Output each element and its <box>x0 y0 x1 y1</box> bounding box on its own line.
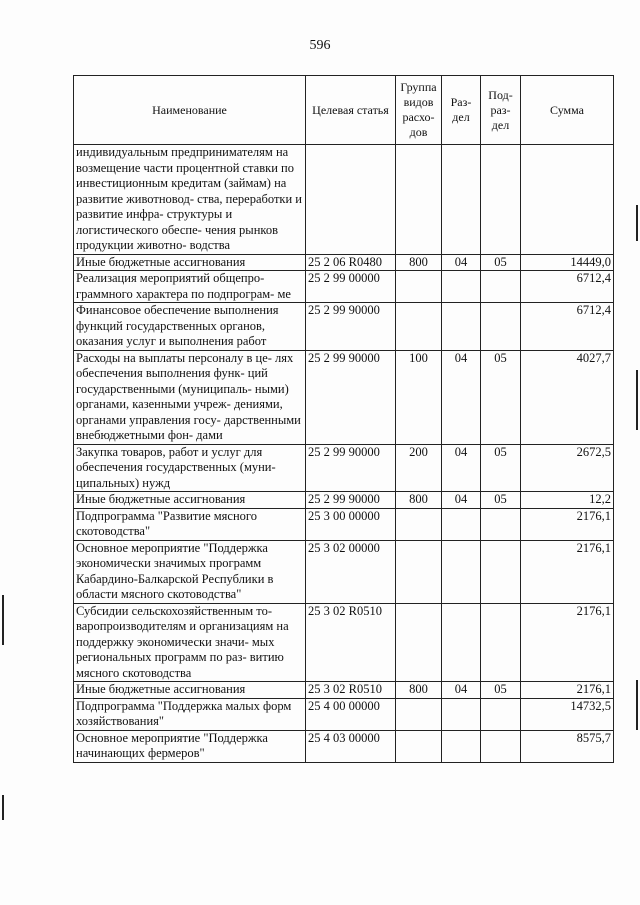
row-group <box>396 603 442 682</box>
row-code: 25 2 99 90000 <box>306 444 396 492</box>
scan-edge-mark <box>2 595 4 645</box>
row-subsection: 05 <box>481 350 521 444</box>
row-name: Основное мероприятие "Поддержка экономически значимых программ Кабардино-Балкарской Республики в области мясного скотоводства" <box>74 540 306 603</box>
row-code: 25 3 02 R0510 <box>306 682 396 699</box>
row-sum: 12,2 <box>521 492 614 509</box>
row-code: 25 2 06 R0480 <box>306 254 396 271</box>
table-row <box>74 254 614 271</box>
row-code: 25 2 99 00000 <box>306 271 396 303</box>
row-subsection <box>481 730 521 762</box>
row-sum: 8575,7 <box>521 730 614 762</box>
row-subsection <box>481 303 521 351</box>
table-row <box>74 698 614 730</box>
row-name: Расходы на выплаты персоналу в це- лях обеспечения выполнения функ- ций государственными (муниципаль- ными) органами, казенными учреж- дениями, органами управления госу- дарственными внебюджетными фон- дами <box>74 350 306 444</box>
row-sum: 14732,5 <box>521 698 614 730</box>
row-sum: 2176,1 <box>521 540 614 603</box>
table-row <box>74 730 614 762</box>
row-name: Подпрограмма "Развитие мясного скотоводства" <box>74 508 306 540</box>
row-section: 04 <box>442 492 481 509</box>
table-row <box>74 603 614 682</box>
row-group <box>396 540 442 603</box>
row-section <box>442 271 481 303</box>
row-group <box>396 303 442 351</box>
header-group: Группа видов расхо- дов <box>396 76 442 145</box>
row-name: Основное мероприятие "Поддержка начинающих фермеров" <box>74 730 306 762</box>
table-row <box>74 508 614 540</box>
row-subsection <box>481 603 521 682</box>
row-sum: 2672,5 <box>521 444 614 492</box>
row-name: Реализация мероприятий общепро- граммного характера по подпрограм- ме <box>74 271 306 303</box>
row-code: 25 4 00 00000 <box>306 698 396 730</box>
row-sum <box>521 145 614 255</box>
row-section: 04 <box>442 682 481 699</box>
row-section <box>442 698 481 730</box>
row-group <box>396 145 442 255</box>
row-sum: 2176,1 <box>521 603 614 682</box>
row-name: Подпрограмма "Поддержка малых форм хозяйствования" <box>74 698 306 730</box>
row-code <box>306 145 396 255</box>
table-row <box>74 540 614 603</box>
row-group: 200 <box>396 444 442 492</box>
row-sum: 6712,4 <box>521 303 614 351</box>
row-group <box>396 730 442 762</box>
page-number: 596 <box>309 38 331 53</box>
scan-edge-mark <box>636 680 638 730</box>
row-subsection: 05 <box>481 444 521 492</box>
row-section: 04 <box>442 254 481 271</box>
row-name: Иные бюджетные ассигнования <box>74 492 306 509</box>
row-code: 25 3 00 00000 <box>306 508 396 540</box>
row-subsection: 05 <box>481 682 521 699</box>
row-name: Иные бюджетные ассигнования <box>74 682 306 699</box>
scan-edge-mark <box>2 795 4 820</box>
header-section: Раз- дел <box>442 76 481 145</box>
row-group: 800 <box>396 492 442 509</box>
scan-edge-mark <box>636 205 638 241</box>
row-subsection <box>481 508 521 540</box>
table-header-row <box>74 76 614 145</box>
header-name: Наименование <box>74 76 306 145</box>
row-section <box>442 730 481 762</box>
row-group: 800 <box>396 254 442 271</box>
table-row <box>74 271 614 303</box>
table-row <box>74 682 614 699</box>
row-group <box>396 271 442 303</box>
budget-table <box>73 75 614 763</box>
row-subsection <box>481 540 521 603</box>
row-group: 100 <box>396 350 442 444</box>
row-section <box>442 540 481 603</box>
row-section <box>442 303 481 351</box>
table-row <box>74 444 614 492</box>
table-row <box>74 145 614 255</box>
row-name: Финансовое обеспечение выполнения функций государственных органов, оказания услуг и выполнения работ <box>74 303 306 351</box>
table-row <box>74 492 614 509</box>
row-subsection: 05 <box>481 492 521 509</box>
scan-edge-mark <box>636 370 638 430</box>
row-code: 25 2 99 90000 <box>306 350 396 444</box>
row-subsection: 05 <box>481 254 521 271</box>
row-sum: 2176,1 <box>521 508 614 540</box>
table-row <box>74 303 614 351</box>
row-section: 04 <box>442 350 481 444</box>
row-code: 25 2 99 90000 <box>306 492 396 509</box>
row-subsection <box>481 145 521 255</box>
row-sum: 6712,4 <box>521 271 614 303</box>
row-group: 800 <box>396 682 442 699</box>
row-section <box>442 603 481 682</box>
header-sum: Сумма <box>521 76 614 145</box>
header-code: Целевая статья <box>306 76 396 145</box>
row-group <box>396 508 442 540</box>
row-name: Субсидии сельскохозяйственным то- варопроизводителям и организациям на поддержку экономически значи- мых региональных программ по раз- витию мясного скотоводства <box>74 603 306 682</box>
header-subsection: Под- раз- дел <box>481 76 521 145</box>
row-sum: 14449,0 <box>521 254 614 271</box>
row-name: индивидуальным предпринимателям на возмещение части процентной ставки по инвестиционным кредитам (займам) на развитие животновод- ства, переработки и развитие инфра- структуры и логистического обеспе- чения рынков продукции животно- водства <box>74 145 306 255</box>
row-code: 25 4 03 00000 <box>306 730 396 762</box>
row-sum: 2176,1 <box>521 682 614 699</box>
row-code: 25 3 02 00000 <box>306 540 396 603</box>
row-code: 25 2 99 90000 <box>306 303 396 351</box>
row-section: 04 <box>442 444 481 492</box>
row-subsection <box>481 698 521 730</box>
row-section <box>442 508 481 540</box>
row-code: 25 3 02 R0510 <box>306 603 396 682</box>
table-row <box>74 350 614 444</box>
row-name: Иные бюджетные ассигнования <box>74 254 306 271</box>
row-subsection <box>481 271 521 303</box>
row-name: Закупка товаров, работ и услуг для обеспечения государственных (муни- ципальных) нужд <box>74 444 306 492</box>
row-section <box>442 145 481 255</box>
row-group <box>396 698 442 730</box>
row-sum: 4027,7 <box>521 350 614 444</box>
